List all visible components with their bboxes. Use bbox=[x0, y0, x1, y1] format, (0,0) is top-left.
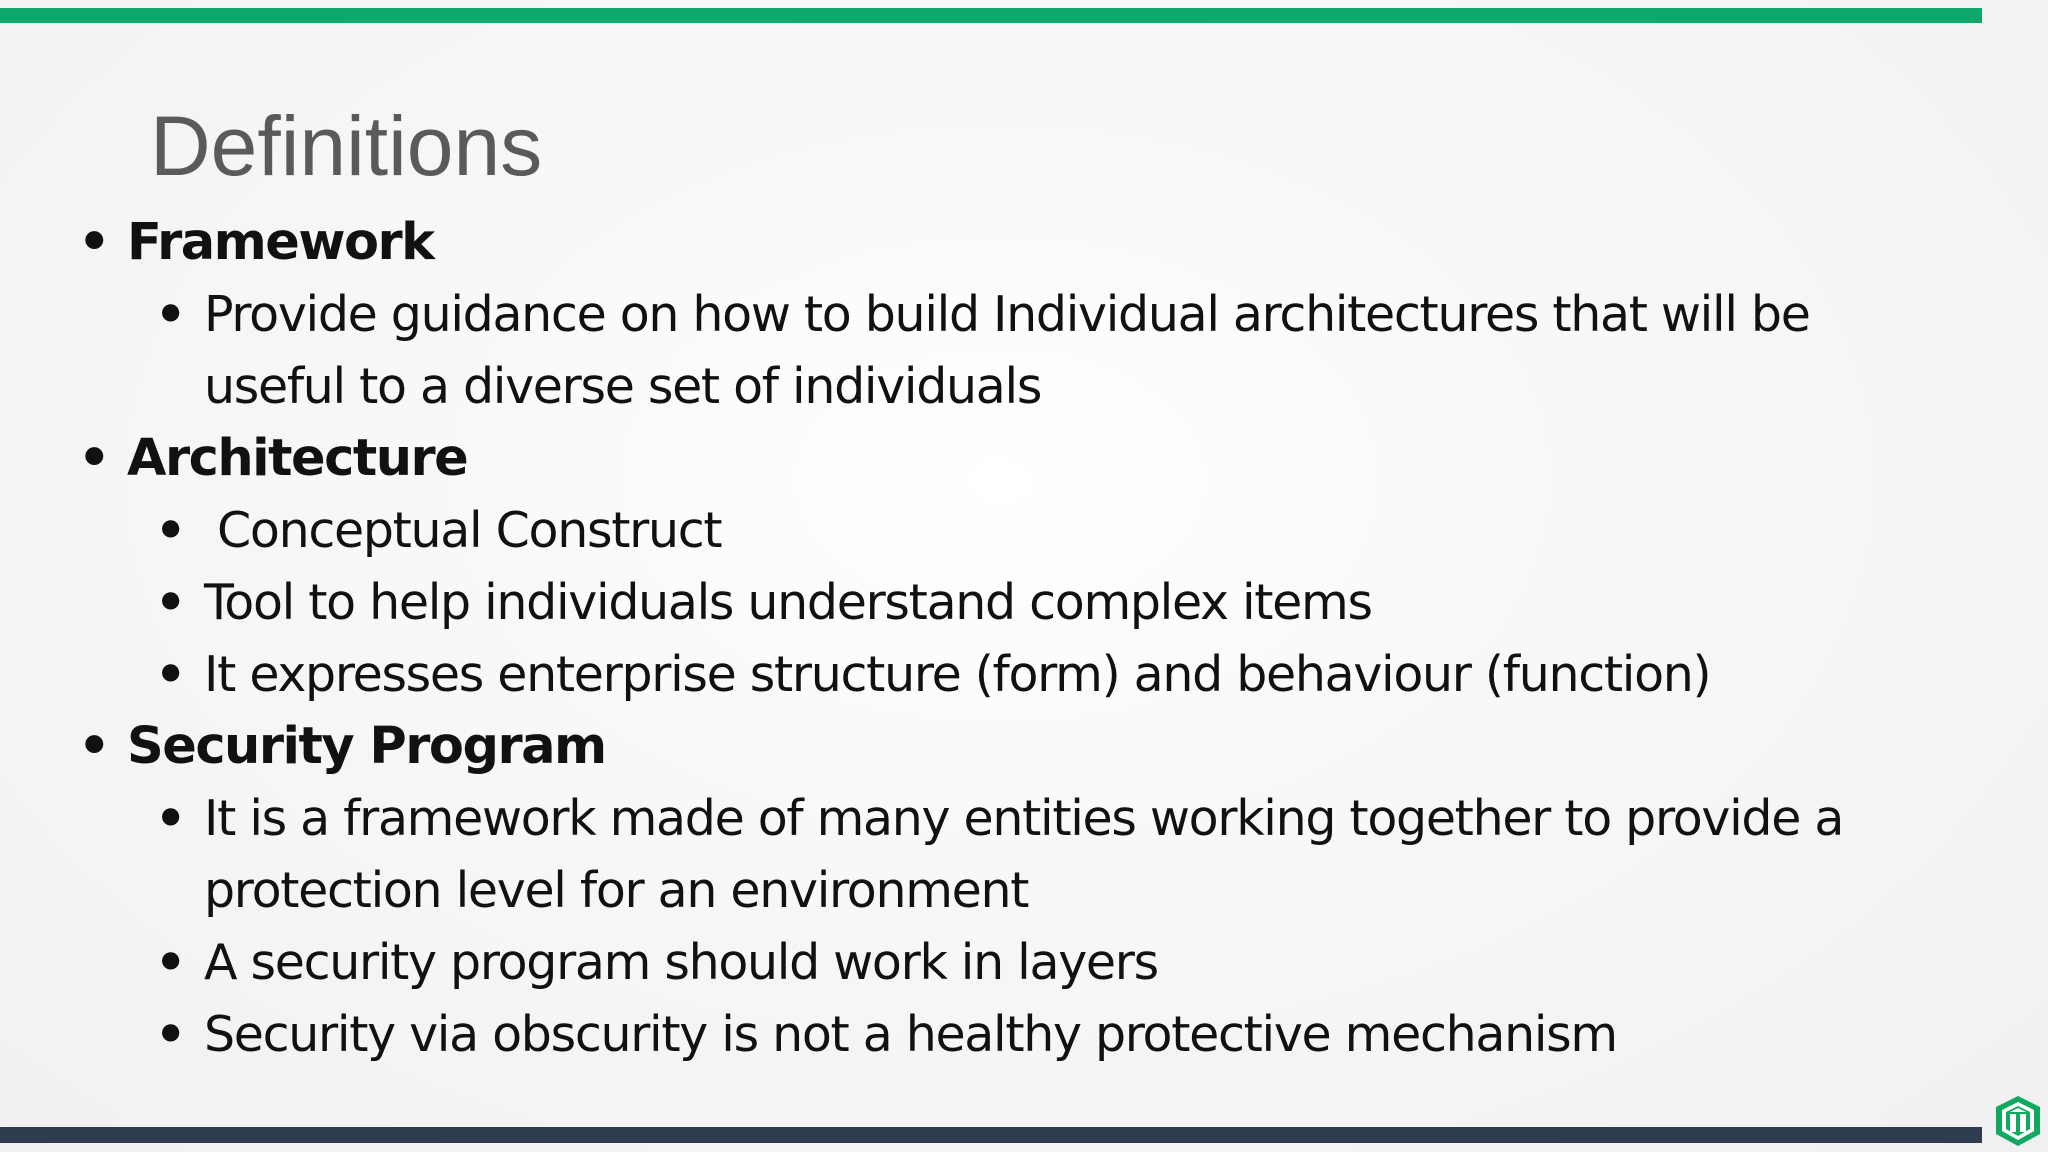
list-item bbox=[0, 927, 1960, 999]
bullet: • bbox=[155, 790, 187, 847]
section-heading: Framework bbox=[127, 213, 434, 272]
list-item bbox=[0, 279, 1960, 351]
bullet: • bbox=[78, 213, 111, 272]
bullet: • bbox=[155, 574, 187, 631]
list-item-continuation bbox=[0, 351, 1960, 423]
bottom-footer-bar bbox=[0, 1127, 1982, 1143]
section-heading: Architecture bbox=[127, 429, 468, 488]
bullet: • bbox=[155, 502, 187, 559]
top-accent-bar bbox=[0, 8, 1982, 23]
list-item bbox=[0, 783, 1960, 855]
list-item bbox=[0, 567, 1960, 639]
list-item-text: Security via obscurity is not a healthy protective mechanism bbox=[204, 1006, 1617, 1063]
list-item-text: It expresses enterprise structure (form) and behaviour (function) bbox=[204, 646, 1711, 703]
list-item-text: Tool to help individuals understand complex items bbox=[204, 574, 1372, 631]
list-item-text: useful to a diverse set of individuals bbox=[204, 358, 1042, 415]
section-heading: Security Program bbox=[127, 717, 606, 776]
bullet: • bbox=[78, 717, 111, 776]
bullet: • bbox=[155, 286, 187, 343]
bullet: • bbox=[155, 1006, 187, 1063]
section-architecture bbox=[0, 423, 1960, 495]
list-item bbox=[0, 639, 1960, 711]
bullet: • bbox=[155, 646, 187, 703]
list-item bbox=[0, 495, 1960, 567]
list-item-text: A security program should work in layers bbox=[204, 934, 1158, 991]
shield-logo-icon bbox=[1994, 1094, 2042, 1148]
definitions-list bbox=[0, 207, 1960, 1071]
slide-title: Definitions bbox=[150, 99, 543, 193]
list-item-text: It is a framework made of many entities working together to provide a bbox=[204, 790, 1844, 847]
list-item bbox=[0, 999, 1960, 1071]
list-item-text: protection level for an environment bbox=[204, 862, 1029, 919]
section-security-program bbox=[0, 711, 1960, 783]
bullet: • bbox=[78, 429, 111, 488]
list-item-text: Conceptual Construct bbox=[217, 502, 722, 559]
list-item-continuation bbox=[0, 855, 1960, 927]
section-framework bbox=[0, 207, 1960, 279]
list-item-text: Provide guidance on how to build Individual architectures that will be bbox=[204, 286, 1810, 343]
bullet: • bbox=[155, 934, 187, 991]
